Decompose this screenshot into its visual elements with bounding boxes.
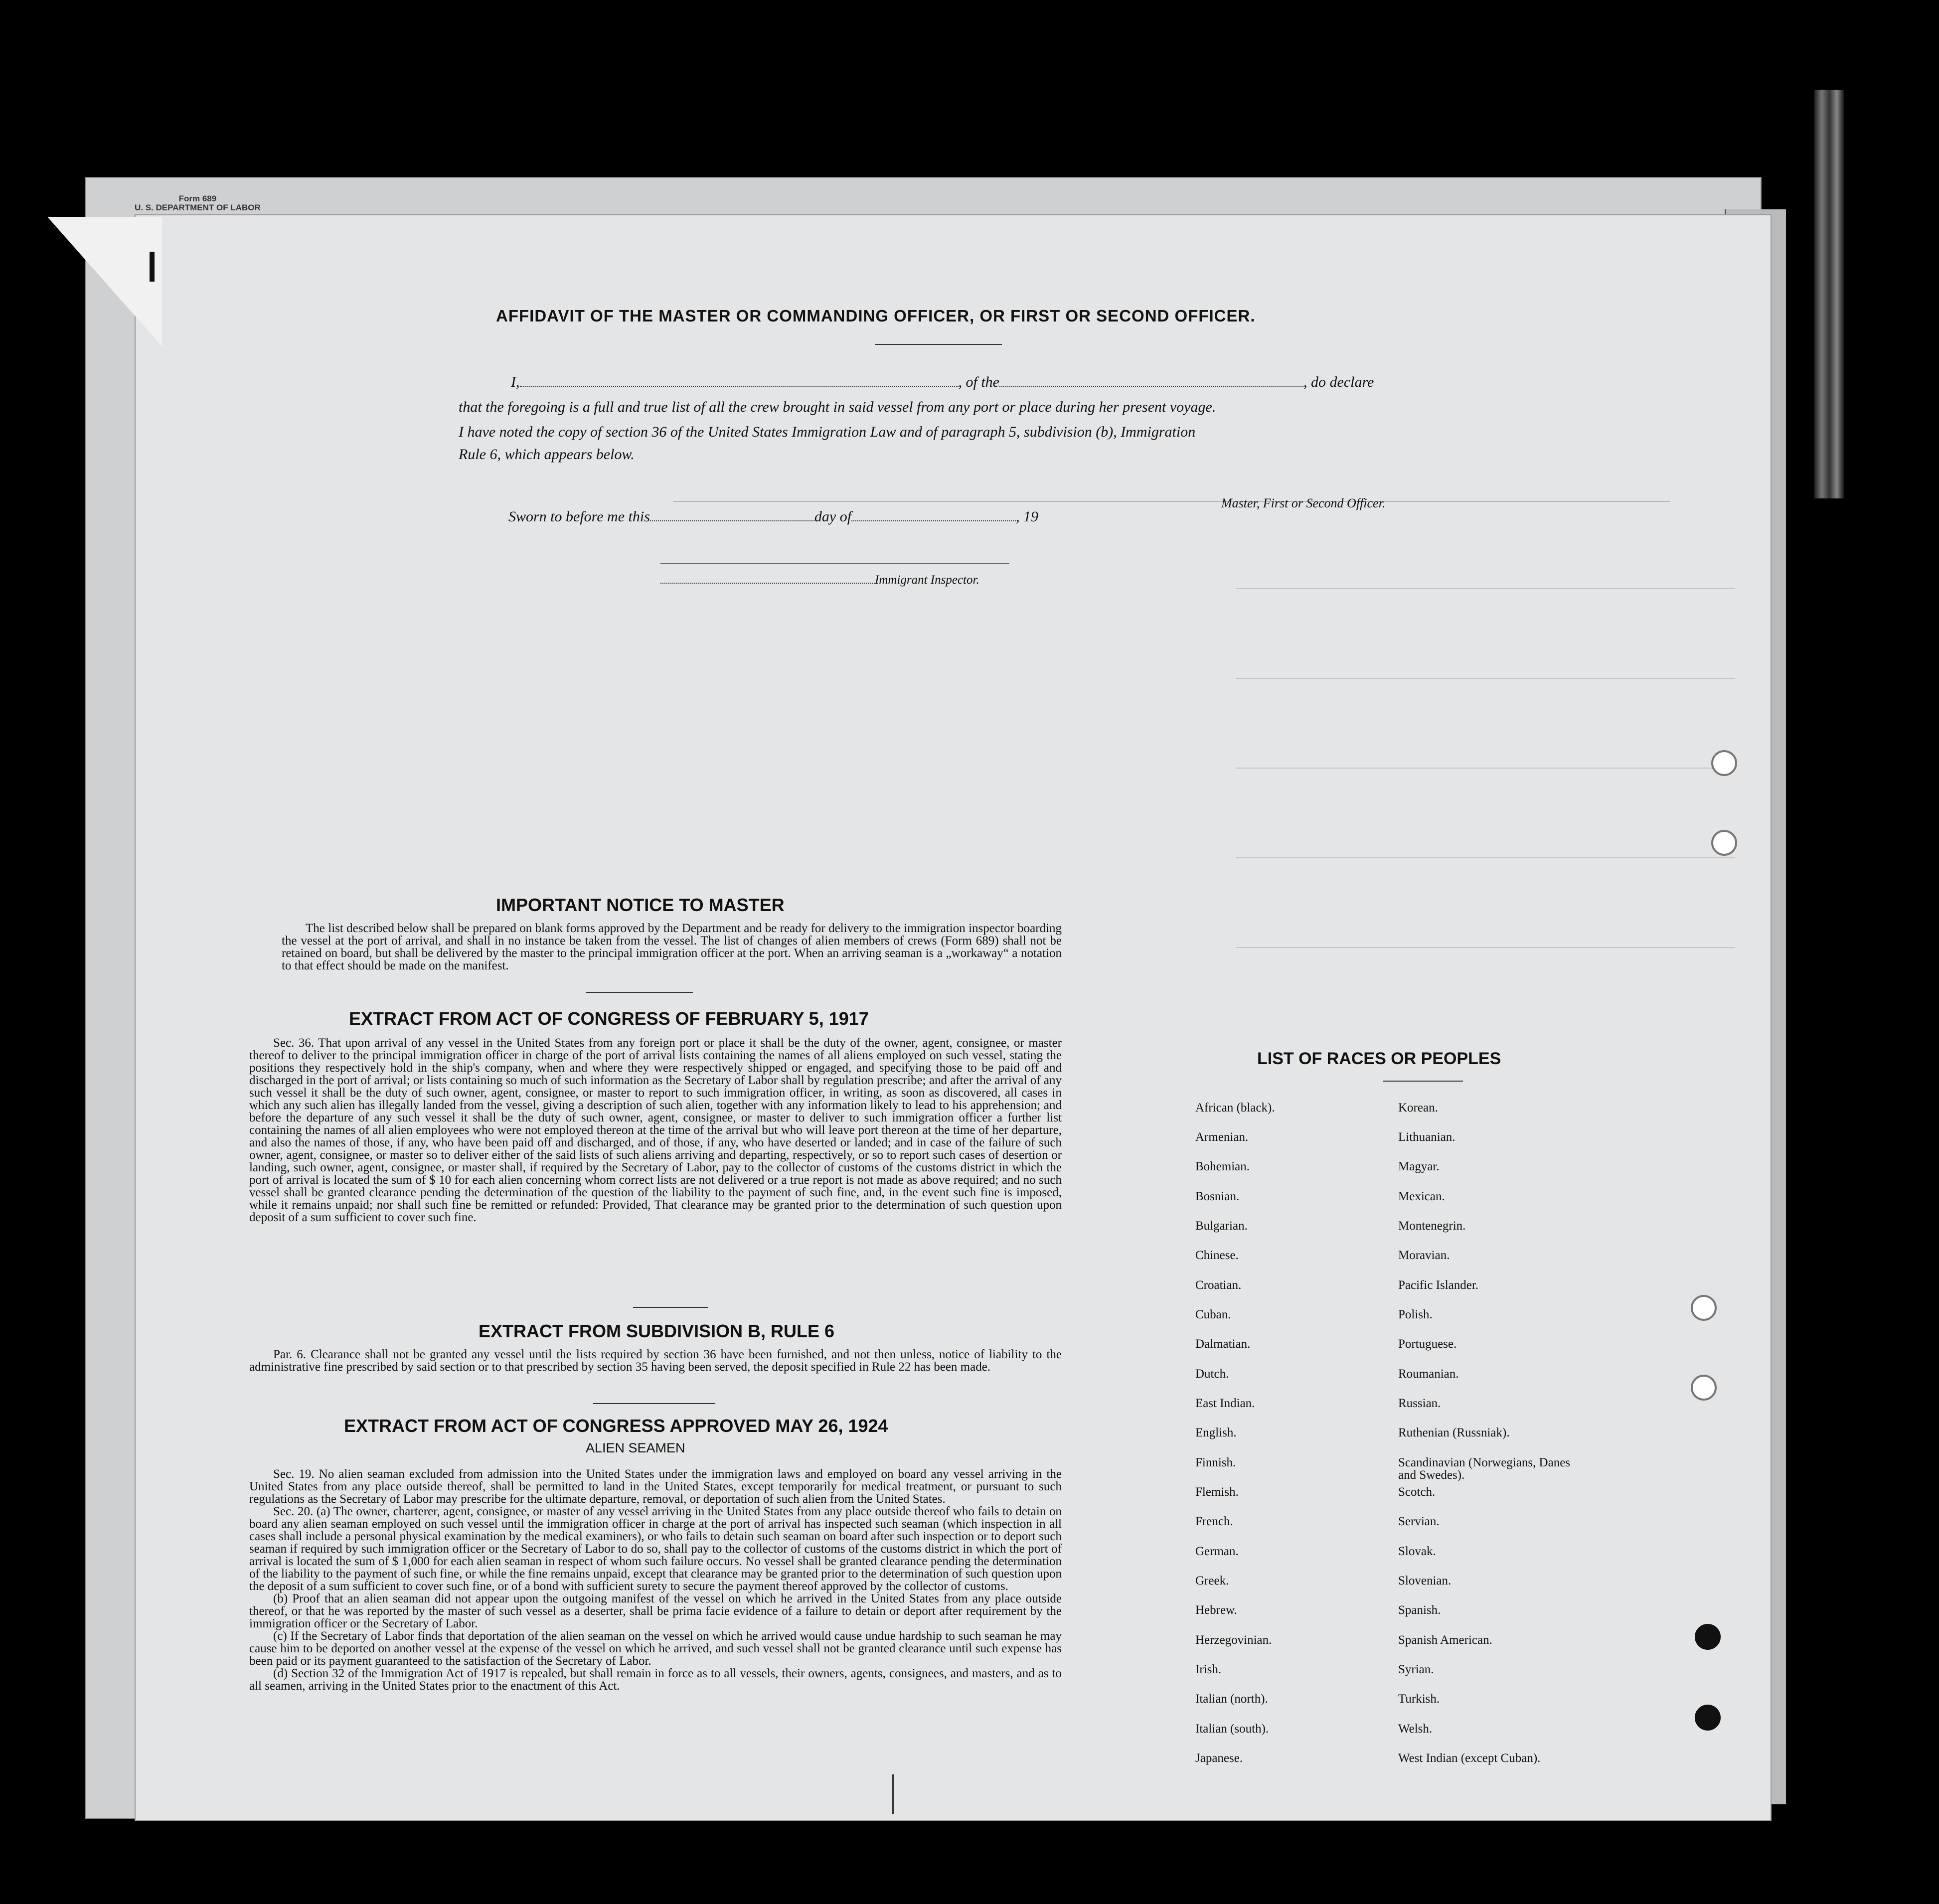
race-item: Herzegovinian.: [1195, 1633, 1272, 1647]
race-item: Lithuanian.: [1398, 1130, 1455, 1144]
alien-seamen-subheading: ALIEN SEAMEN: [586, 1440, 685, 1455]
race-item: Montenegrin.: [1398, 1219, 1466, 1233]
race-item: Dutch.: [1195, 1367, 1229, 1381]
race-item: East Indian.: [1195, 1397, 1255, 1410]
sec20c-text: (c) If the Secretary of Labor finds that deportation of the alien seaman on the vessel on which he arrived would cause undue hardship to such seaman he may cause him to be deported on another vessel at the expense of the vessel on which he arrived, and such vessel shall not be granted clearance until such expense has been paid or its payment guaranteed to the satisfaction of the Secretary of Labor.: [249, 1629, 1062, 1668]
inspector-signature-line: [660, 563, 1009, 564]
race-item: English.: [1195, 1426, 1237, 1439]
race-item: Croatian.: [1195, 1278, 1242, 1292]
sec20a-text: Sec. 20. (a) The owner, charterer, agent, consignee, or master of any vessel arriving in the United States from any place outside thereof who fails to detain on board any alien seaman employed on such vessel until the immigration officer in charge at the port of arrival has inspected such seaman (which inspection in all cases shall include a personal physical examination by the medical examiners), or who fails to detain such seaman on board after such inspection or to deport such seaman if required by such immigration officer or the Secretary of Labor to do so, shall pay to the collector of customs of the customs district in which the port of arrival is located the sum of $ 1,000 for each alien seaman in respect of whom such failure occurs. No vessel shall be granted clearance pending the determination of the liability to the payment of such fine, or while the fine remains unpaid, except that clearance may be granted prior to the determination of such question upon the deposit of a sum sufficient to cover such fine, or of a bond with sufficient surety to secure the payment thereof approved by the collector of customs.: [249, 1505, 1062, 1593]
extract-1924-text: [249, 1468, 1062, 1692]
signature-label: Master, First or Second Officer.: [1221, 496, 1386, 510]
race-item: Slovak.: [1398, 1545, 1436, 1558]
race-item: Pacific Islander.: [1398, 1278, 1479, 1292]
affidavit-line-4: Rule 6, which appears below.: [459, 446, 635, 463]
extract-1917-text: Sec. 36. That upon arrival of any vessel in the United States from any foreign port or place it shall be the duty of the owner, agent, consignee, or master thereof to deliver to the principal immigration officer in charge of the port of arrival lists containing the names of all aliens employed on such vessel, stating the positions they respectively hold in the ship's company, when and where they were respectively shipped or engaged, and specifying those to be paid off and discharged in the port of arrival; or lists containing so much of such information as the Secretary of Labor shall by regulation prescribe; and after the arrival of any such vessel it shall be the duty of such owner, agent, consignee, or master to report to such immigration officer, in writing, as soon as discovered, all cases in which any such alien has illegally landed from the vessel, giving a description of such alien, together with any information likely to lead to his apprehension; and before the departure of any such vessel it shall be the duty of such owner, agent, consignee, or master to deliver to such immigration officer a further list containing the names of all alien employees who were not employed thereon at the time of the arrival but who will leave port thereon at the time of her departure, and also the names of those, if any, who have been paid off and discharged, and of those, if any, who have deserted or landed; and in case of the failure of such owner, agent, consignee, or master so to deliver either of the said lists of such aliens arriving and departing, respectively, or so to report such cases of desertion or landing, such owner, agent, consignee, or master shall, if required by the Secretary of Labor, pay to the collector of customs of the customs district in which the port of arrival is located the sum of $ 10 for each alien concerning whom correct lists are not delivered or a true report is not made as above required; and no such vessel shall be granted clearance pending the determination of the question of the liability to the payment of such fine, and, in the event such fine is imposed, while it remains unpaid; nor shall such fine be remitted or refunded: Provided, That clearance may be granted prior to the determination of such question upon deposit of a sum sufficient to cover such fine.: [249, 1036, 1062, 1224]
extract-1917-divider: [633, 1307, 708, 1308]
rule6-heading: EXTRACT FROM SUBDIVISION B, RULE 6: [479, 1321, 835, 1341]
page-mark-one: [150, 252, 155, 282]
sec19-text: Sec. 19. No alien seaman excluded from admission into the United States under the immigration laws and employed on board any vessel arriving in the United States from any place outside thereof, shall be permitted to land in the United States, except temporarily for medical treatment, or pursuant to such regulations as the Secretary of Labor may prescribe for the ultimate departure, removal, or deportation of such alien from the United States.: [249, 1467, 1062, 1506]
notice-text: The list described below shall be prepared on blank forms approved by the Department and be ready for delivery to the immigration inspector boarding the vessel at the port of arrival, and shall in no instance be taken from the vessel. The list of changes of alien members of crews (Form 689) shall not be retained on board, but shall be delivered by the master to the principal immigration officer at the port. When an arriving seaman is a „workaway“ a notation to that effect should be made on the manifest.: [282, 922, 1062, 972]
sec20b-text: (b) Proof that an alien seaman did not appear upon the outgoing manifest of the vessel on which he arrived in the United States from any place outside thereof, or that he was reported by the master of such vessel as a deserter, shall be prima facie evidence of a failure to detain or deport after requirement by the immigration officer or the Secretary of Labor.: [249, 1592, 1062, 1630]
race-item: Mexican.: [1398, 1190, 1445, 1203]
race-item: Korean.: [1398, 1101, 1438, 1114]
race-item: Bulgarian.: [1195, 1219, 1248, 1233]
race-item: Polish.: [1398, 1308, 1433, 1321]
affidavit-heading: AFFIDAVIT OF THE MASTER OR COMMANDING OFFICER, OR FIRST OR SECOND OFFICER.: [496, 307, 1256, 325]
punch-hole-dark: [1695, 1705, 1721, 1731]
race-item: Servian.: [1398, 1515, 1440, 1528]
race-item: Russian.: [1398, 1397, 1441, 1410]
race-item: Magyar.: [1398, 1160, 1440, 1173]
affidavit-declaration-line: I, , of the , do declare: [511, 374, 1374, 390]
race-item: Dalmatian.: [1195, 1337, 1251, 1351]
race-item: West Indian (except Cuban).: [1398, 1751, 1541, 1765]
race-item: Moravian.: [1398, 1249, 1450, 1262]
race-item: Scotch.: [1398, 1485, 1436, 1499]
extract-1917-heading: EXTRACT FROM ACT OF CONGRESS OF FEBRUARY 5, 1917: [349, 1008, 869, 1029]
notice-divider: [586, 992, 693, 993]
races-divider: [1383, 1081, 1463, 1082]
sec20d-text: (d) Section 32 of the Immigration Act of 1917 is repealed, but shall remain in force as to all vessels, their owners, agents, consignees, and masters, and as to all seamen, arriving in the United States prior to the enactment of this Act.: [249, 1667, 1062, 1693]
affidavit-line-3: I have noted the copy of section 36 of the United States Immigration Law and of paragraph 5, subdivision (b), Immigration: [459, 424, 1196, 440]
race-item: Chinese.: [1195, 1249, 1239, 1262]
race-item: Roumanian.: [1398, 1367, 1459, 1381]
race-item: Flemish.: [1195, 1485, 1239, 1499]
punch-hole-dark: [1695, 1624, 1721, 1650]
race-item: Welsh.: [1398, 1722, 1433, 1736]
punch-hole: [1691, 1375, 1717, 1401]
race-item: Armenian.: [1195, 1130, 1249, 1144]
races-heading: LIST OF RACES OR PEOPLES: [1257, 1049, 1501, 1068]
affidavit-line-2: that the foregoing is a full and true list of all the crew brought in said vessel from any port or place during her present voyage.: [459, 399, 1216, 415]
race-item: Japanese.: [1195, 1751, 1243, 1765]
race-item: Italian (north).: [1195, 1692, 1268, 1706]
punch-hole: [1691, 1295, 1717, 1321]
race-item: Turkish.: [1398, 1692, 1440, 1706]
page-edge-strip: [1814, 90, 1844, 498]
folded-corner: [47, 217, 162, 346]
affidavit-divider: [875, 344, 1002, 345]
rule6-text: Par. 6. Clearance shall not be granted any vessel until the lists required by section 36 have been furnished, and not then unless, notice of liability to the administrative fine prescribed by said section or to that prescribed by section 35 having been served, the deposit specified in Rule 22 has been made.: [249, 1348, 1062, 1374]
race-item: Portuguese.: [1398, 1337, 1457, 1351]
race-item: Hebrew.: [1195, 1603, 1237, 1617]
race-item: Syrian.: [1398, 1663, 1434, 1676]
race-item: Bosnian.: [1195, 1190, 1240, 1203]
race-item: Spanish.: [1398, 1603, 1441, 1617]
race-item: Cuban.: [1195, 1308, 1231, 1321]
rule6-divider: [593, 1403, 715, 1404]
punch-hole: [1711, 750, 1737, 776]
bottom-tear-line: [892, 1774, 894, 1814]
race-item: French.: [1195, 1515, 1233, 1528]
race-item: Italian (south).: [1195, 1722, 1269, 1736]
race-item: Spanish American.: [1398, 1633, 1492, 1647]
race-item: Finnish.: [1195, 1456, 1236, 1469]
race-item: Bohemian.: [1195, 1160, 1250, 1173]
race-item: Scandinavian (Norwegians, Danes and Swedes).: [1398, 1456, 1571, 1482]
punch-hole: [1711, 830, 1737, 856]
race-item: Slovenian.: [1398, 1574, 1452, 1587]
extract-1924-heading: EXTRACT FROM ACT OF CONGRESS APPROVED MAY 26, 1924: [344, 1416, 888, 1436]
form-number-label: Form 689 U. S. DEPARTMENT OF LABOR: [135, 194, 261, 212]
race-item: Ruthenian (Russniak).: [1398, 1426, 1510, 1439]
inspector-label: Immigrant Inspector.: [660, 573, 979, 587]
notice-heading: IMPORTANT NOTICE TO MASTER: [496, 895, 785, 915]
sworn-line: Sworn to before me this day of , 19: [508, 508, 1039, 525]
race-item: Greek.: [1195, 1574, 1229, 1587]
race-item: German.: [1195, 1545, 1239, 1558]
race-item: Irish.: [1195, 1663, 1222, 1676]
race-item: African (black).: [1195, 1101, 1275, 1114]
